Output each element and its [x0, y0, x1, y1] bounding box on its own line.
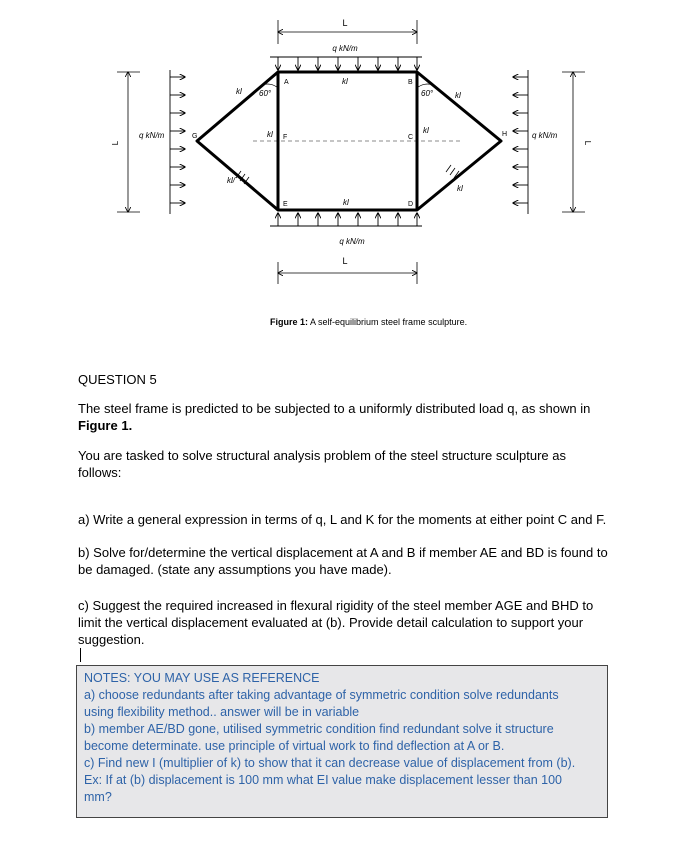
question-task-line2: follows:: [78, 465, 122, 480]
question-task-line1: You are tasked to solve structural analysis problem of the steel structure sculpture as: [78, 448, 566, 463]
figure-caption-prefix: Figure 1:: [270, 317, 309, 327]
node-a: A: [284, 79, 289, 86]
stiffness-hd: kl: [457, 184, 463, 193]
load-bottom: [270, 213, 422, 226]
dimension-right: [562, 72, 585, 212]
load-label-right: q kN/m: [532, 131, 558, 140]
dim-label-top: L: [342, 18, 348, 28]
notes-title: NOTES: YOU MAY USE AS REFERENCE: [84, 671, 320, 685]
notes-line2: using flexibility method.. answer will be in variable: [84, 705, 360, 719]
notes-line3: b) member AE/BD gone, utilised symmetric condition find redundant solve it structure: [84, 722, 554, 736]
figure-caption: [270, 317, 467, 327]
stiffness-ag: kl: [236, 87, 242, 96]
question-heading: QUESTION 5: [78, 372, 157, 387]
frame-figure: [0, 0, 676, 340]
node-h: H: [502, 131, 508, 138]
question-intro: [78, 400, 623, 434]
text-cursor: [80, 648, 81, 662]
question-part-b-line2: be damaged. (state any assumptions you have made).: [78, 562, 392, 577]
angle-label-a: 60°: [259, 89, 272, 98]
load-label-bottom: q kN/m: [339, 237, 365, 246]
question-part-b-line1: b) Solve for/determine the vertical displacement at A and B if member AE and BD is found to: [78, 545, 608, 560]
node-f: F: [283, 134, 288, 141]
node-b: B: [408, 79, 413, 86]
node-e: E: [283, 201, 288, 208]
figure-caption-text: A self-equilibrium steel frame sculpture.: [308, 317, 468, 327]
node-c: C: [408, 134, 414, 141]
question-part-b: [78, 544, 623, 578]
node-g: G: [192, 133, 198, 140]
dim-label-right: L: [583, 140, 592, 146]
load-label-left: q kN/m: [139, 131, 165, 140]
notes-line5: c) Find new I (multiplier of k) to show that it can decrease value of displacement from (b).: [84, 756, 576, 770]
dim-label-bottom: L: [342, 256, 348, 266]
load-label-top: q kN/m: [332, 44, 358, 53]
notes-box: [76, 665, 608, 818]
angle-label-b: 60°: [421, 89, 434, 98]
question-part-c-line1: c) Suggest the required increased in flexural rigidity of the steel member AGE and BHD to: [78, 598, 594, 613]
angle-arc-b: [417, 84, 433, 88]
question-part-c-line3: suggestion.: [78, 632, 145, 647]
stiffness-bc: kl: [423, 126, 429, 135]
load-right: [513, 70, 528, 214]
node-d: D: [408, 201, 414, 208]
question-intro-line1: The steel frame is predicted to be subjected to a uniformly distributed load q, as shown in: [78, 401, 591, 416]
stiffness-af: kl: [267, 130, 273, 139]
stiffness-bh: kl: [455, 91, 461, 100]
angle-arc-a: [262, 84, 278, 88]
load-left: [170, 70, 185, 214]
notes-line7: mm?: [84, 790, 112, 804]
stiffness-ge: kl/: [227, 176, 235, 185]
question-part-a: a) Write a general expression in terms of q, L and K for the moments at either point C and F.: [78, 512, 607, 527]
hinge-marks: [236, 165, 459, 184]
dim-label-left: L: [111, 140, 120, 146]
stiffness-ab: kl: [342, 77, 348, 86]
load-top: [270, 57, 422, 70]
stiffness-ed: kl: [343, 198, 349, 207]
question-part-c: [78, 597, 623, 648]
notes-line1: a) choose redundants after taking advantage of symmetric condition solve redundants: [84, 688, 559, 702]
notes-line4: become determinate. use principle of virtual work to find deflection at A or B.: [84, 739, 505, 753]
notes-line6: Ex: If at (b) displacement is 100 mm what EI value make displacement lesser than 100: [84, 773, 563, 787]
question-task: [78, 447, 623, 481]
question-part-c-line2: limit the vertical displacement evaluated at (b). Provide detail calculation to support your: [78, 615, 584, 630]
dimension-left: [117, 72, 140, 212]
question-intro-line2: Figure 1.: [78, 418, 133, 433]
